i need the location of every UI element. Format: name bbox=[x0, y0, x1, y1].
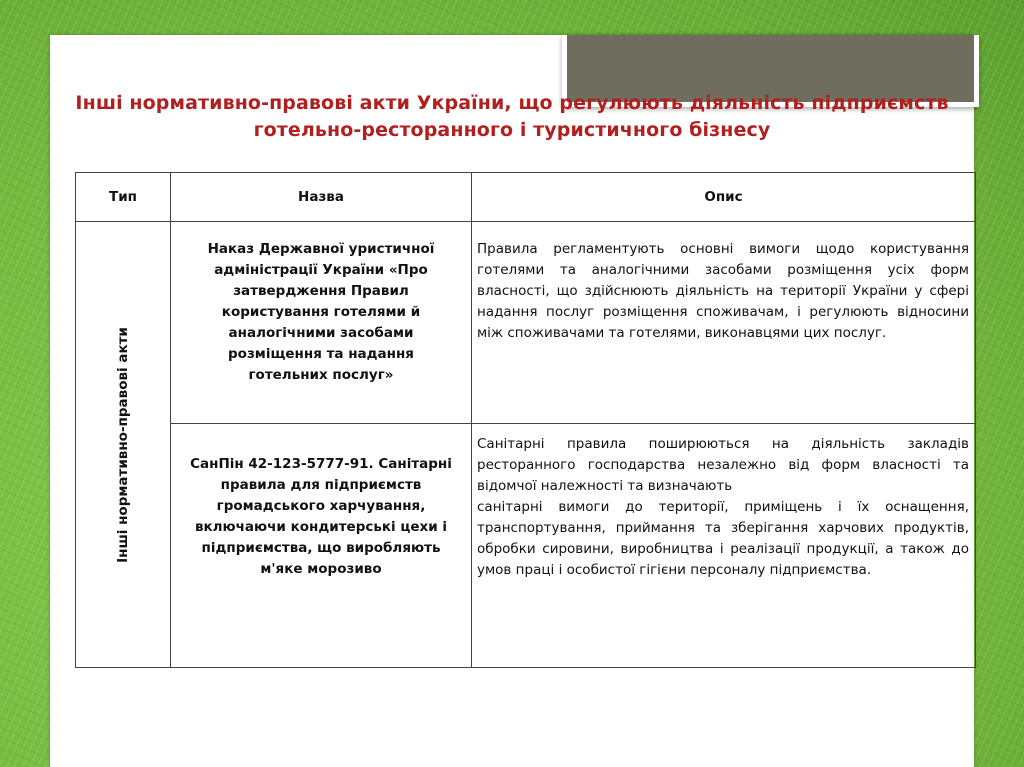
header-name: Назва bbox=[171, 173, 472, 222]
table-row bbox=[76, 222, 976, 424]
row-description-cell bbox=[472, 424, 976, 668]
row-name-cell: Наказ Державної уристичної адміністрації України «Про затвердження Правил користування готелями й аналогічними засобами розміщення та надання готельних послуг» bbox=[171, 222, 472, 424]
description-paragraph: Санітарні правила поширюються на діяльність закладів ресторанного господарства незалежно від форм власності та відомчої належності та визначають bbox=[477, 436, 969, 494]
slide-title: Інші нормативно-правові акти України, що регулюють діяльність підприємств готельно-ресторанного і туристичного бізнесу bbox=[75, 92, 949, 141]
regulations-table bbox=[75, 172, 976, 668]
header-type: Тип bbox=[76, 173, 171, 222]
header-description: Опис bbox=[472, 173, 976, 222]
type-cell bbox=[76, 222, 171, 668]
row-name-cell: СанПін 42-123-5777-91. Санітарні правила для підприємств громадського харчування, включаючи кондитерські цехи і підприємства, що виробляють м'яке морозиво bbox=[171, 424, 472, 668]
table-header-row bbox=[76, 173, 976, 222]
row-description-cell: Правила регламентують основні вимоги щодо користування готелями та аналогічними засобами розміщення усіх форм власності, що здійснюють діяльність на території України у сфері надання послуг розміщення споживачам, і регулюють відносини між споживачами та готелями, виконавцями цих послуг. bbox=[472, 222, 976, 424]
description-paragraph: санітарні вимоги до території, приміщень і їх оснащення, транспортування, приймання та зберігання харчових продуктів, обробки сировини, виробництва і реалізації продукції, а також до умов праці і особистої гігієни персоналу підприємства. bbox=[477, 499, 969, 578]
table-row bbox=[76, 424, 976, 668]
type-label-vertical: Інші нормативно-правові акти bbox=[115, 326, 131, 563]
